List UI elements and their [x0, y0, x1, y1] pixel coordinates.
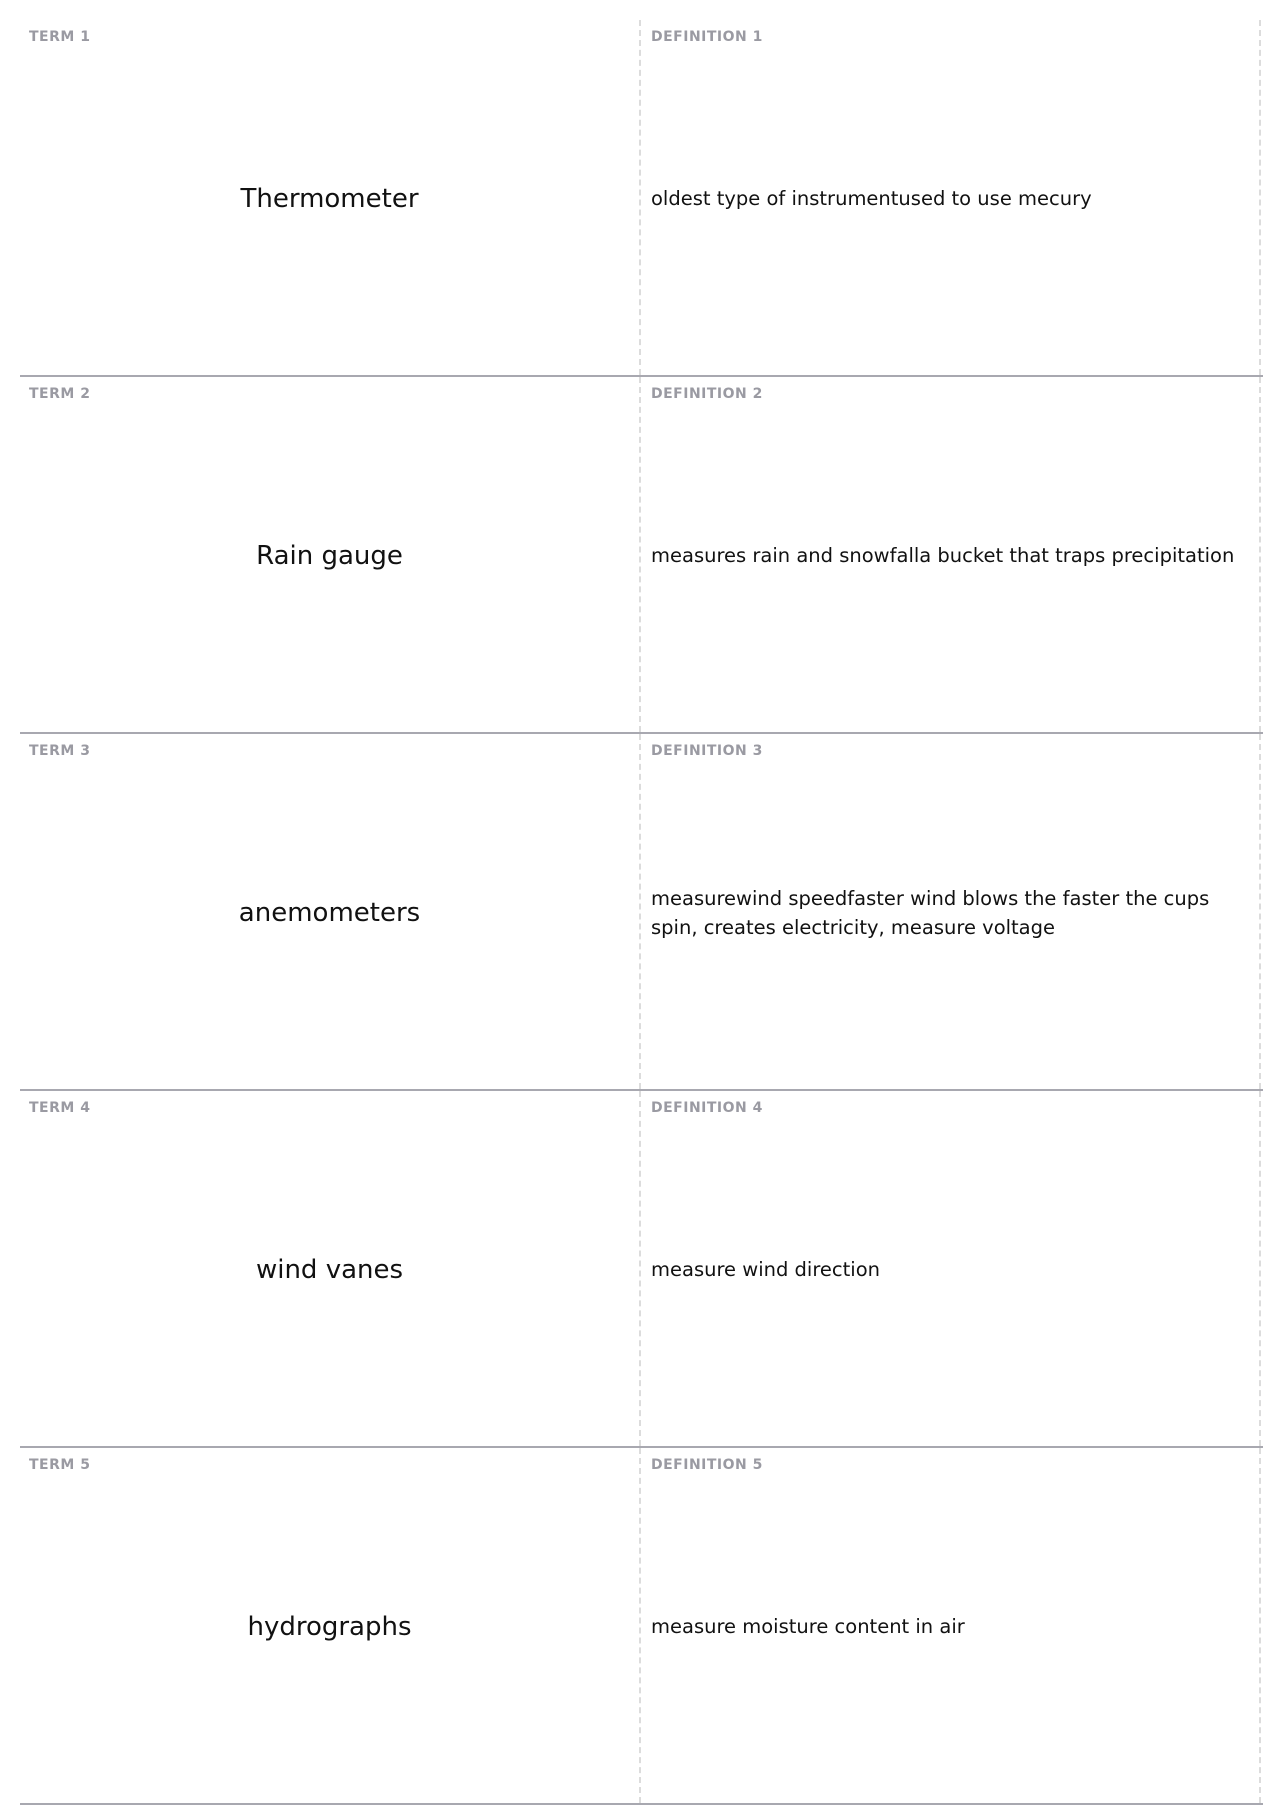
term-number-label: TERM 4 — [29, 1100, 91, 1116]
term-text: hydrographs — [247, 1611, 412, 1642]
term-cell — [20, 20, 641, 375]
definition-number-label: DEFINITION 3 — [651, 743, 763, 759]
term-number-label: TERM 2 — [29, 386, 91, 402]
term-cell — [20, 734, 641, 1089]
definition-text: oldest type of instrumentused to use mecury — [651, 187, 1092, 210]
definition-text: measure moisture content in air — [651, 1615, 965, 1638]
definition-cell — [641, 1091, 1261, 1446]
definition-cell — [641, 20, 1261, 375]
flashcard-row — [20, 377, 1263, 734]
term-number-label: TERM 3 — [29, 743, 91, 759]
definition-cell — [641, 1448, 1261, 1803]
definition-number-label: DEFINITION 2 — [651, 386, 763, 402]
term-text: Thermometer — [240, 183, 419, 214]
term-cell — [20, 1448, 641, 1803]
flashcard-row — [20, 734, 1263, 1091]
flashcard-row — [20, 20, 1263, 377]
term-text: Rain gauge — [256, 540, 403, 571]
term-cell — [20, 377, 641, 732]
term-number-label: TERM 1 — [29, 29, 91, 45]
flashcard-sheet — [20, 20, 1263, 1805]
term-cell — [20, 1091, 641, 1446]
definition-text: measures rain and snowfalla bucket that traps precipitation — [651, 544, 1235, 567]
flashcard-row — [20, 1091, 1263, 1448]
definition-number-label: DEFINITION 4 — [651, 1100, 763, 1116]
term-text: anemometers — [238, 897, 421, 928]
definition-cell — [641, 377, 1261, 732]
definition-cell — [641, 734, 1261, 1089]
term-text: wind vanes — [255, 1254, 404, 1285]
definition-number-label: DEFINITION 5 — [651, 1457, 763, 1473]
definition-text: measure wind direction — [651, 1258, 881, 1281]
term-number-label: TERM 5 — [29, 1457, 91, 1473]
flashcard-row — [20, 1448, 1263, 1805]
definition-text: measurewind speedfaster wind blows the faster the cups spin, creates electricity, measure voltage — [651, 886, 1210, 939]
definition-number-label: DEFINITION 1 — [651, 29, 763, 45]
